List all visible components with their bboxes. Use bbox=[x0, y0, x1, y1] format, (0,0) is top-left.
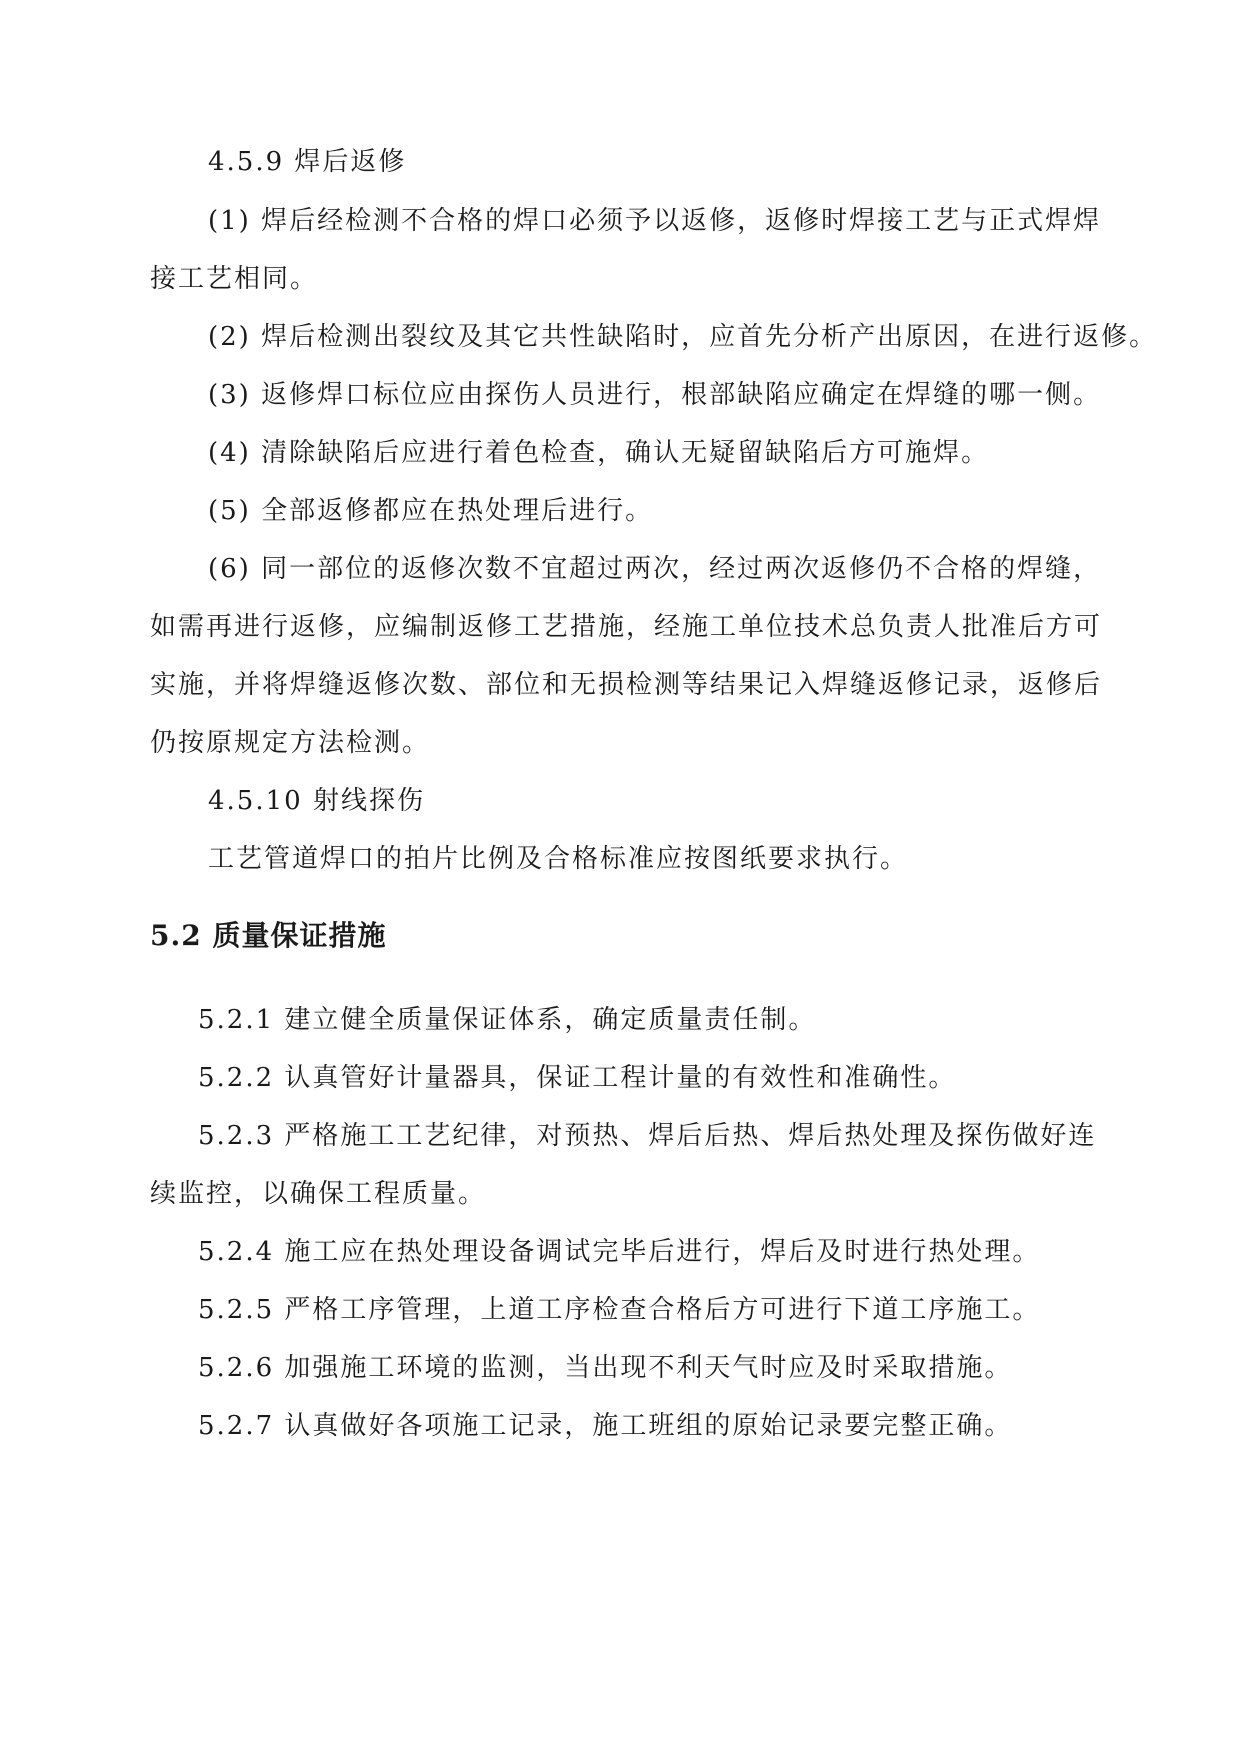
paragraph-523-line1: 5.2.3 严格施工工艺纪律，对预热、焊后后热、焊后热处理及探伤做好连 bbox=[198, 1121, 1097, 1151]
paragraph-459-5: (5) 全部返修都应在热处理后进行。 bbox=[208, 496, 654, 526]
paragraph-459-2: (2) 焊后检测出裂纹及其它共性缺陷时，应首先分析产出原因，在进行返修。 bbox=[208, 322, 1158, 352]
paragraph-459-6-line4: 仍按原规定方法检测。 bbox=[150, 728, 431, 758]
paragraph-459-3: (3) 返修焊口标位应由探伤人员进行，根部缺陷应确定在焊缝的哪一侧。 bbox=[208, 380, 1102, 410]
paragraph-527: 5.2.7 认真做好各项施工记录，施工班组的原始记录要完整正确。 bbox=[198, 1411, 1013, 1441]
subsection-title-459: 4.5.9 焊后返修 bbox=[208, 147, 407, 177]
paragraph-525: 5.2.5 严格工序管理，上道工序检查合格后方可进行下道工序施工。 bbox=[198, 1295, 1041, 1325]
paragraph-459-6-line2: 如需再进行返修，应编制返修工艺措施，经施工单位技术总负责人批准后方可 bbox=[150, 612, 1103, 642]
paragraph-459-1-line1: (1) 焊后经检测不合格的焊口必须予以返修，返修时焊接工艺与正式焊焊 bbox=[208, 206, 1102, 236]
section-heading-52: 5.2 质量保证措施 bbox=[150, 919, 387, 952]
paragraph-459-4: (4) 清除缺陷后应进行着色检查，确认无疑留缺陷后方可施焊。 bbox=[208, 438, 990, 468]
subsection-title-4510: 4.5.10 射线探伤 bbox=[208, 786, 425, 816]
paragraph-521: 5.2.1 建立健全质量保证体系，确定质量责任制。 bbox=[198, 1005, 817, 1035]
paragraph-524: 5.2.4 施工应在热处理设备调试完毕后进行，焊后及时进行热处理。 bbox=[198, 1237, 1041, 1267]
paragraph-4510: 工艺管道焊口的拍片比例及合格标准应按图纸要求执行。 bbox=[208, 844, 909, 874]
paragraph-459-6-line1: (6) 同一部位的返修次数不宜超过两次，经过两次返修仍不合格的焊缝， bbox=[208, 554, 1102, 584]
paragraph-526: 5.2.6 加强施工环境的监测，当出现不利天气时应及时采取措施。 bbox=[198, 1353, 1013, 1383]
paragraph-522: 5.2.2 认真管好计量器具，保证工程计量的有效性和准确性。 bbox=[198, 1063, 957, 1093]
paragraph-523-line2: 续监控，以确保工程质量。 bbox=[150, 1179, 487, 1209]
paragraph-459-1-line2: 接工艺相同。 bbox=[150, 264, 319, 294]
paragraph-459-6-line3: 实施，并将焊缝返修次数、部位和无损检测等结果记入焊缝返修记录，返修后 bbox=[150, 670, 1103, 700]
